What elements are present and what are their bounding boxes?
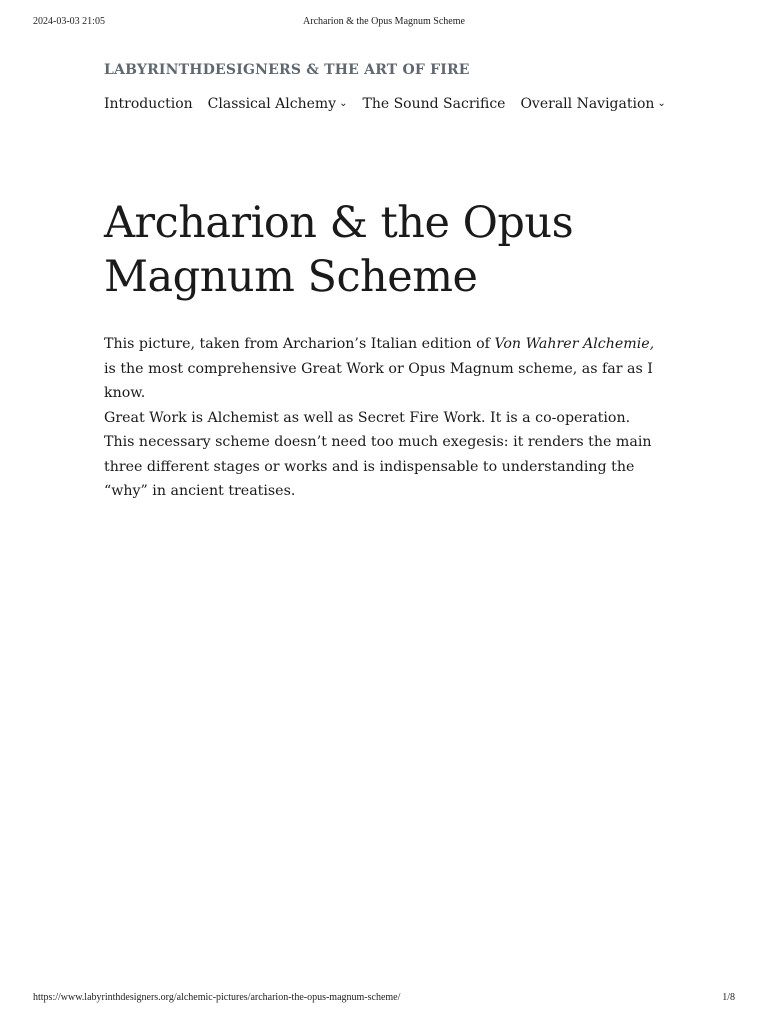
nav-item-sound-sacrifice[interactable] xyxy=(362,96,505,112)
paragraph-text: is the most comprehensive Great Work or Opus Magnum scheme, as far as I know. xyxy=(104,360,653,401)
article-paragraph-intro xyxy=(104,332,660,406)
article-paragraph-great-work: Great Work is Alchemist as well as Secret Fire Work. It is a co-operation. This necessary scheme doesn’t need too much exegesis: it renders the main three different stages or works and is indispensable to understanding the “why” in ancient treatises. xyxy=(104,409,652,499)
paragraph-text: This picture, taken from Archarion’s Italian edition of xyxy=(104,336,495,352)
nav-item-overall-navigation[interactable] xyxy=(520,96,665,112)
nav-item-label: Overall Navigation xyxy=(520,96,655,112)
book-title: Von Wahrer Alchemie, xyxy=(494,336,655,352)
nav-item-label: The Sound Sacrifice xyxy=(362,96,506,112)
article-content xyxy=(104,332,660,504)
print-url: https://www.labyrinthdesigners.org/alchemic-pictures/archarion-the-opus-magnum-scheme/ xyxy=(33,992,401,1003)
site-title-link[interactable]: LABYRINTHDESIGNERS & THE ART OF FIRE xyxy=(104,62,470,78)
nav-item-classical-alchemy[interactable] xyxy=(208,96,348,112)
nav-item-label: Classical Alchemy xyxy=(207,96,337,112)
nav-item-label: Introduction xyxy=(104,96,193,112)
chevron-down-icon[interactable]: ⌄ xyxy=(657,98,666,109)
print-document-title: Archarion & the Opus Magnum Scheme xyxy=(303,16,465,27)
print-footer xyxy=(33,992,735,1006)
chevron-down-icon[interactable]: ⌄ xyxy=(339,98,348,109)
main-navigation xyxy=(104,96,666,112)
page-title: Archarion & the Opus Magnum Scheme xyxy=(104,198,574,302)
nav-item-introduction[interactable] xyxy=(104,96,193,112)
print-datetime: 2024-03-03 21:05 xyxy=(33,16,105,27)
print-page-number: 1/8 xyxy=(722,992,735,1003)
print-header xyxy=(33,16,735,30)
